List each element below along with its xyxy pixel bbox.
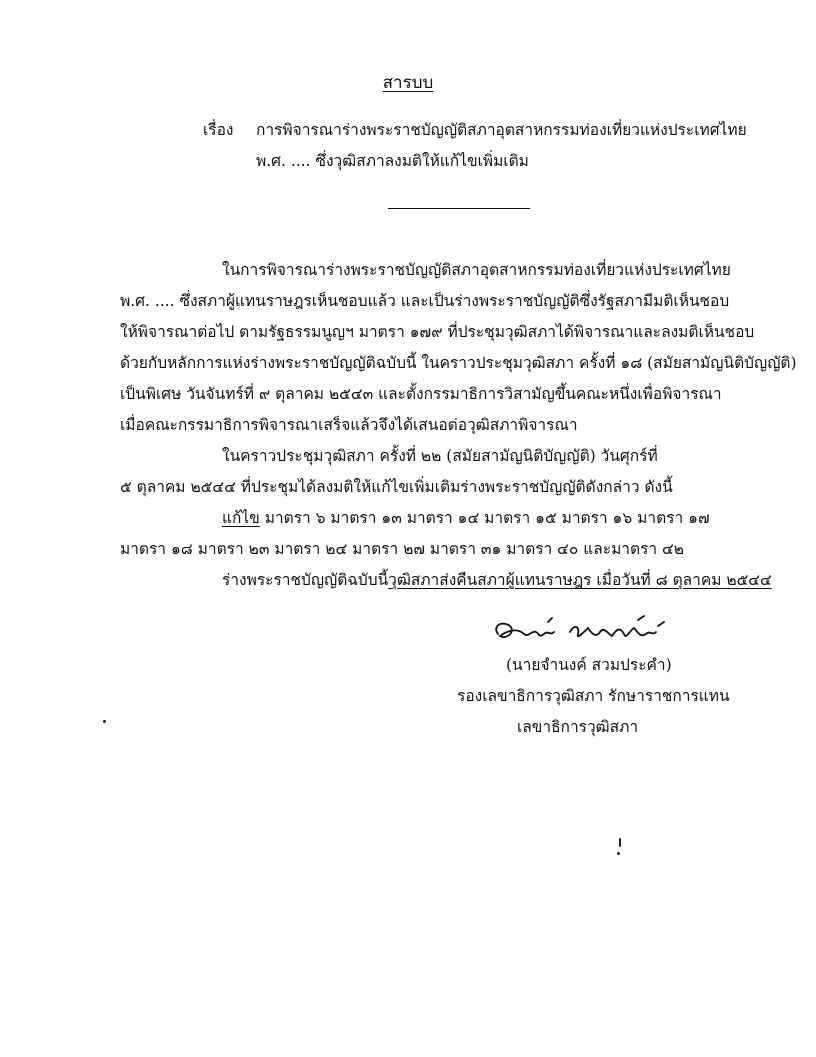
para1-line-5: เป็นพิเศษ วันจันทร์ที่ ๙ ตุลาคม ๒๕๔๓ และตั้งกรรมาธิการวิสามัญขึ้นคณะหนึ่งเพื่อพิจารณา: [120, 385, 722, 403]
position-line-1: รองเลขาธิการวุฒิสภา รักษาราชการแทน: [457, 687, 730, 705]
subject-line-1: การพิจารณาร่างพระราชบัญญัติสภาอุตสาหกรรมท่องเที่ยวแห่งประเทศไทย: [256, 121, 747, 139]
final-underlined: วุฒิสภาส่งคืนสภาผู้แทนราษฎร เมื่อวันที่ ๘ ตุลาคม ๒๕๔๔: [388, 571, 772, 589]
amendment-line-1: [222, 508, 710, 528]
scan-speck: [617, 852, 620, 855]
final-prefix: ร่างพระราชบัญญัติฉบับนี้: [222, 571, 389, 589]
para2-line-2: ๕ ตุลาคม ๒๕๔๔ ที่ประชุมได้ลงมติให้แก้ไขเพิ่มเติมร่างพระราชบัญญัติดังกล่าว ดังนี้: [120, 478, 673, 496]
amendment-label: แก้ไข: [222, 509, 260, 527]
amendment-line-2: มาตรา ๑๘ มาตรา ๒๓ มาตรา ๒๔ มาตรา ๒๗ มาตรา ๓๑ มาตรา ๔๐ และมาตรา ๔๒: [120, 540, 684, 558]
para1-line-4: ด้วยกับหลักการแห่งร่างพระราชบัญญัติฉบับนี้ ในคราวประชุมวุฒิสภา ครั้งที่ ๑๘ (สมัยสามัญนิติบัญญัติ): [120, 354, 797, 372]
para1-line-2: พ.ศ. .... ซึ่งสภาผู้แทนราษฎรเห็นชอบแล้ว และเป็นร่างพระราชบัญญัติซึ่งรัฐสภามีมติเห็นชอบ: [120, 292, 730, 310]
para1-line-1: ในการพิจารณาร่างพระราชบัญญัติสภาอุตสาหกรรมท่องเที่ยวแห่งประเทศไทย: [222, 261, 731, 279]
para2-line-1: ในคราวประชุมวุฒิสภา ครั้งที่ ๒๒ (สมัยสามัญนิติบัญญัติ) วันศุกร์ที่: [222, 447, 658, 465]
handwritten-signature: [488, 612, 678, 652]
scan-speck: [103, 720, 106, 723]
para1-line-3: ให้พิจารณาต่อไป ตามรัฐธรรมนูญฯ มาตรา ๑๗๙ ที่ประชุมวุฒิสภาได้พิจารณาและลงมติเห็นชอบ: [120, 323, 755, 341]
position-line-2: เลขาธิการวุฒิสภา: [517, 718, 639, 736]
subject-label: เรื่อง: [203, 121, 234, 139]
final-line: [222, 570, 772, 590]
separator-rule: [388, 208, 530, 209]
para1-line-6: เมื่อคณะกรรมาธิการพิจารณาเสร็จแล้วจึงได้เสนอต่อวุฒิสภาพิจารณา: [120, 416, 578, 434]
amendment-sections-1: มาตรา ๖ มาตรา ๑๓ มาตรา ๑๔ มาตรา ๑๕ มาตรา ๑๖ มาตรา ๑๗: [264, 509, 710, 527]
scan-mark: [619, 838, 621, 847]
signer-name: (นายจำนงค์ สวมประคำ): [506, 656, 672, 674]
document-heading: สารบบ: [382, 73, 434, 93]
subject-line-2: พ.ศ. .... ซึ่งวุฒิสภาลงมติให้แก้ไขเพิ่มเติม: [256, 152, 529, 170]
